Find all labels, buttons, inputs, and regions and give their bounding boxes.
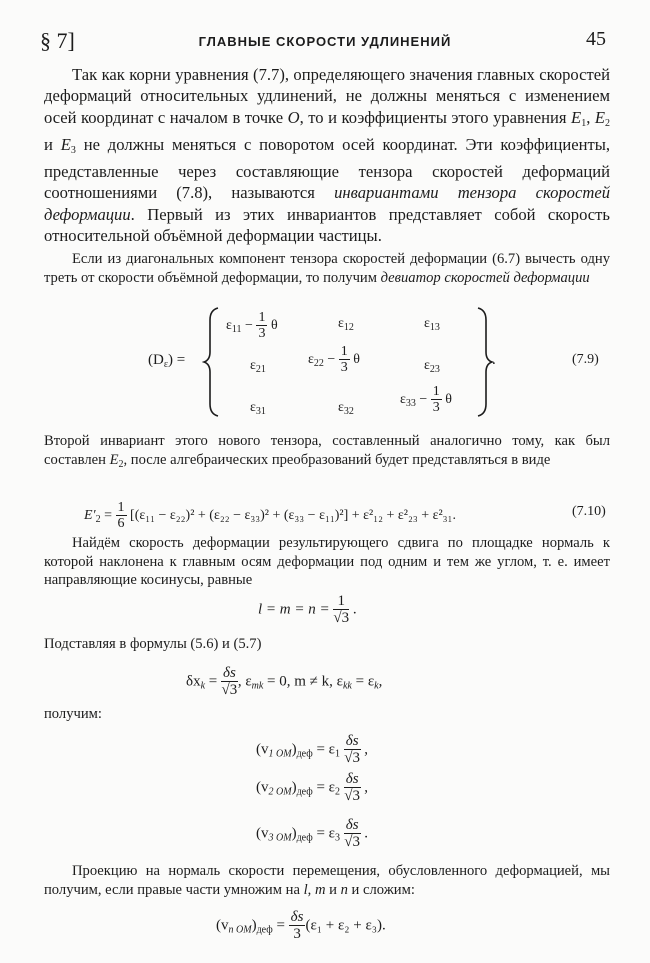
cell-23: $\varepsilon_{23}$ <box>424 358 440 375</box>
matrix-right-brace <box>474 306 494 418</box>
matrix-left-brace <box>202 306 222 418</box>
line-we-get: получим: <box>44 706 102 722</box>
cell-13: $\varepsilon_{13}$ <box>424 316 440 333</box>
equation-final: $(v_{n OM})_{деф}$ = $\frac{\delta s}{3}$ (ε₁ + ε₂ + ε₃). <box>216 909 386 942</box>
paragraph-second-invariant: Второй инвариант этого нового тензора, составленный аналогично тому, как был составлен $E_2$, после алгебраических преобразований будет представляться в виде <box>44 433 610 470</box>
cell-12: $\varepsilon_{12}$ <box>338 316 354 333</box>
cell-31: $\varepsilon_{31}$ <box>250 400 266 417</box>
paragraph-deviator: Если из диагональных компонент тензора скоростей деформации (6.7) вычесть одну треть от скорости объёмной деформации, то получим девиатор скоростей деформации <box>44 251 610 286</box>
equation-substitution: $\delta x_k$ = $\frac{\delta s}{√3}$ , $\varepsilon_{mk} = 0$, m ≠ k, $\varepsilon_{kk} = \varepsilon_k$, <box>186 665 383 698</box>
line-substituting: Подставляя в формулы (5.6) и (5.7) <box>44 636 262 652</box>
cell-11: $\varepsilon_{11}$ − $\frac{1}{3}$ θ <box>226 310 278 341</box>
paragraph-invariants: Так как корни уравнения (7.7), определяющего значения главных скоростей деформаций относительных удлинений, не должны меняться с изменением осей координат с началом в точке O, то и коэффициенты этого уравнения $E_1$, $E_2$ и $E_3$ не должны меняться с поворотом осей координат. Эти коэффициенты, представленные через составляющие тензора скоростей деформаций соотношениями (7.8), называются инвариантами тензора скоростей деформации. Первый из этих инвариантов представляет собой скорость относительной объёмной деформации частицы. <box>44 65 611 246</box>
section-mark: § 7] <box>40 28 75 53</box>
cell-21: $\varepsilon_{21}$ <box>250 358 266 375</box>
page-number: 45 <box>586 28 606 50</box>
term-deviator: девиатор скоростей деформации <box>380 270 590 286</box>
cell-22: $\varepsilon_{22}$ − $\frac{1}{3}$ θ <box>308 344 361 375</box>
equation-v2: $(v_{2 OM})_{деф} = \varepsilon_2$ $\frac{\delta s}{√3}$ , <box>256 771 369 804</box>
paragraph-shear-rate: Найдём скорость деформации результирующего сдвига по площадке нормаль к которой наклонена к главным осям деформации под одним и тем же углом, т. е. имеет направляющие косинусы, равные <box>44 535 610 589</box>
equation-v3: $(v_{3 OM})_{деф} = \varepsilon_3$ $\frac{\delta s}{√3}$ . <box>256 817 369 850</box>
running-header <box>40 28 610 52</box>
page: § 7] ГЛАВНЫЕ СКОРОСТИ УДЛИНЕНИЙ 45 Так как корни уравнения (7.7), определяющего значения главных скоростей деформаций относительных удлинений, не должны меняться с изменением осей координат с началом в точке O, то и коэффициенты этого уравнения $E_1$, $E_2$ и $E_3$ не должны меняться с поворотом осей координат. Эти коэффициенты, представленные через составляющие тензора скоростей деформаций соотношениями (7.8), называются инвариантами тензора скоростей деформации. Первый из этих инвариантов представляет собой скорость относительной объёмной деформации частицы. Если из диагональных компонент тензора скоростей деформации (6.7) вычесть одну треть от скорости объёмной деформации, то получим девиатор скоростей деформации $(D_\varepsilon)$ = $\varepsilon_{11}$ − $\frac{1}{3}$ θ $\varepsilon_{12}$ $\varepsilon_{13}$ $\varepsilon_{21}$ $\varepsilon_{22}$ − $\frac{1}{3}$ θ $\varepsilon_{23}$ $\varepsilon_{31}$ $\varepsilon_{32}$ $\varepsilon_{33}$ − $\frac{1}{3}$ θ . (7.9) Второй инвариант этого нового тензора, составленный аналогично тому, как был составлен $E_2$, после алгебраических преобразований будет представляться в виде $E'_2$ = $\frac{1}{6}$ [(ε₁₁ − ε₂₂)² + (ε₂₂ − ε₃₃)² + (ε₃₃ − ε₁₁)²] + ε²₁₂ + ε²₂₃ + ε²₃₁. (7.10) Найдём скорость деформации результирующего сдвига по площадке нормаль к которой наклонена к главным осям деформации под одним и тем же углом, т. е. имеет направляющие косинусы, равные l = m = n = $\frac{1}{√3}$ . Подставляя в формулы (5.6) и (5.7) $\delta x_k$ = $\frac{\delta s}{√3}$ , $\varepsilon_{mk} = 0$, m ≠ k, $\varepsilon_{kk} = \varepsilon_k$, получим: $(v_{1 OM})_{деф} = \varepsilon_1$ $\frac{\delta s}{√3}$ , $(v_{2 OM})_{деф} = \varepsilon_2$ $\frac{\delta s}{√3}$ , $(v_{3 OM})_{деф} = \varepsilon_3$ $\frac{\delta s}{√3}$ . Проекцию на нормаль скорости перемещения, обусловленного деформацией, мы получим, если правые части умножим на l, m и n и сложим: $(v_{n OM})_{деф}$ = $\frac{\delta s}{3}$ (ε₁ + ε₂ + ε₃). <box>40 28 611 942</box>
equation-number-7-9: (7.9) <box>572 352 599 367</box>
running-title: ГЛАВНЫЕ СКОРОСТИ УДЛИНЕНИЙ <box>198 34 452 49</box>
equation-v1: $(v_{1 OM})_{деф} = \varepsilon_1$ $\frac{\delta s}{√3}$ , <box>256 733 369 766</box>
paragraph-projection: Проекцию на нормаль скорости перемещения, обусловленного деформацией, мы получим, если правые части умножим на l, m и n и сложим: <box>44 863 610 898</box>
equation-direction-cosines: l = m = n = $\frac{1}{√3}$ . <box>258 593 357 626</box>
term-invariants: инвариантами тензора скоростей деформации <box>44 183 610 224</box>
cell-33: $\varepsilon_{33}$ − $\frac{1}{3}$ θ <box>400 384 453 415</box>
equation-number-7-10: (7.10) <box>572 504 606 519</box>
cell-32: $\varepsilon_{32}$ <box>338 400 354 417</box>
